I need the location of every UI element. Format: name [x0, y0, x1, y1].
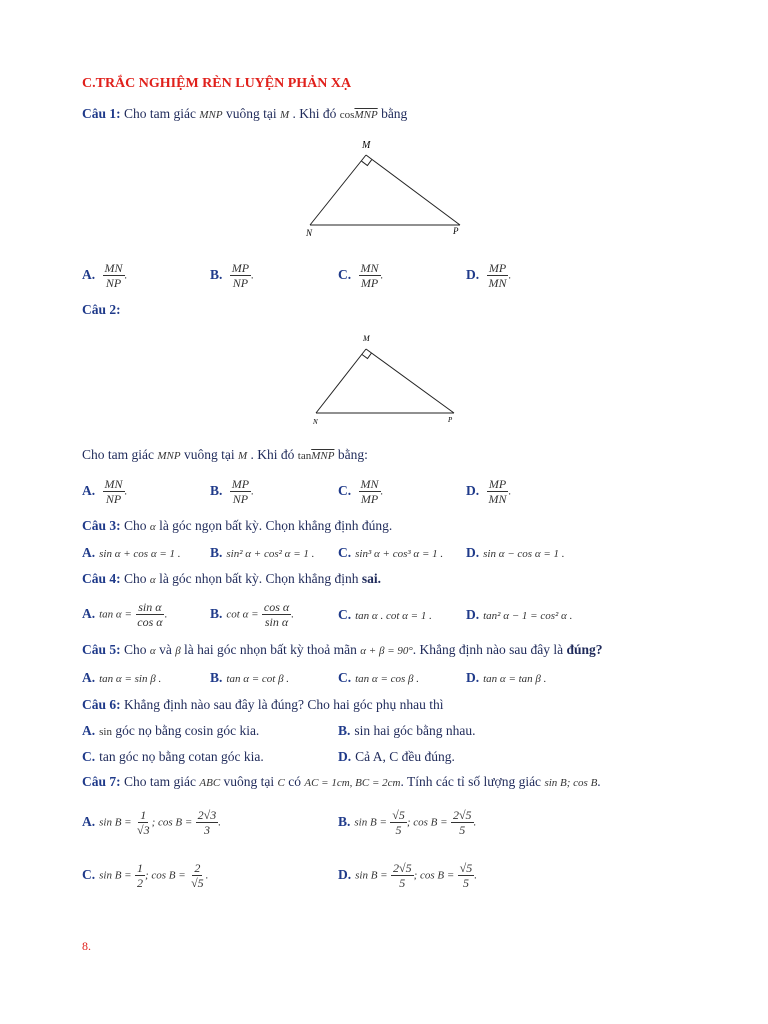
option-a[interactable]: A. sin B = $\frac{1}{√3}$ ; cos B = $\frac{2√3}{3}$ . — [82, 808, 222, 837]
option-letter: A. — [82, 670, 96, 685]
question-label: Câu 4: — [82, 571, 121, 586]
math-vertex: M — [279, 109, 290, 121]
option-expression: sin α + cos α = 1 . — [99, 548, 181, 560]
fraction: $\frac{1}{√3}$ — [136, 808, 150, 837]
option-letter: C. — [338, 670, 352, 685]
vertex-label-p: P — [448, 416, 453, 424]
math-angle: $\overline{MNP}$ — [354, 109, 378, 121]
option-letter: B. — [210, 605, 223, 621]
question-5 — [82, 642, 603, 658]
triangle-side-mp — [366, 155, 460, 225]
option-c[interactable]: C. sin B = $\frac{1}{2}$ ; cos B = $\frac{2}{√5}$ . — [82, 861, 209, 890]
math-alpha: α — [149, 574, 156, 586]
option-d[interactable] — [338, 749, 455, 765]
option-expression: sin α − cos α = 1 . — [483, 548, 565, 560]
option-letter: B. — [338, 723, 351, 738]
question-text: bằng — [381, 106, 408, 121]
question-3 — [82, 518, 392, 534]
option-letter: B. — [210, 482, 223, 498]
question-text: Cho tam giác — [82, 447, 154, 462]
option-b[interactable] — [338, 723, 476, 739]
option-a[interactable] — [82, 545, 181, 561]
option-letter: D. — [466, 607, 480, 622]
question-label: Câu 6: — [82, 697, 121, 712]
question-emphasis: sai. — [361, 571, 382, 586]
option-expression: ; cos B = — [406, 816, 448, 829]
math-condition: α + β = 90° — [360, 645, 413, 657]
math-alpha: α — [149, 645, 156, 657]
option-letter: C. — [338, 607, 352, 622]
option-letter: D. — [466, 670, 480, 685]
option-d[interactable] — [466, 607, 572, 623]
right-angle-mark — [362, 353, 372, 359]
option-letter: D. — [338, 866, 352, 882]
question-text: có — [288, 774, 301, 789]
option-c[interactable] — [338, 670, 419, 686]
question-text: . Khi đó — [292, 106, 337, 121]
question-text: Cho — [124, 518, 147, 533]
option-expression: sin² α + cos² α = 1 . — [226, 548, 315, 560]
question-text: Cho — [124, 642, 147, 657]
math-vertex: M — [237, 450, 248, 462]
fraction: $\frac{2√5}{5}$ — [452, 808, 472, 837]
option-b[interactable]: B. $\frac{MP}{NP}$ . — [210, 261, 254, 290]
option-expression: tan α . cot α = 1 . — [355, 610, 432, 622]
option-a[interactable] — [82, 723, 259, 739]
question-text: và — [159, 642, 172, 657]
math-function: sin — [99, 726, 112, 738]
option-letter: D. — [338, 749, 352, 764]
math-vertex: C — [277, 777, 285, 789]
option-expression: cot α = — [226, 608, 259, 621]
option-b[interactable]: B. $\frac{MP}{NP}$ . — [210, 477, 254, 506]
option-b[interactable] — [210, 670, 289, 686]
option-letter: A. — [82, 605, 96, 621]
math-triangle: MNP — [199, 109, 223, 121]
option-text: sin hai góc bằng nhau. — [354, 723, 476, 738]
question-4 — [82, 571, 381, 587]
fraction: $\frac{MN}{MP}$ — [360, 261, 379, 290]
math-given: AC = 1cm, BC = 2cm — [304, 777, 401, 789]
question-text: là góc ngọn bất kỳ. Chọn khẳng định đúng. — [159, 518, 393, 533]
triangle-figure-1 — [300, 136, 475, 240]
fraction: $\frac{MN}{NP}$ — [104, 261, 123, 290]
option-letter: C. — [338, 545, 352, 560]
option-text: Cả A, C đều đúng. — [355, 749, 455, 764]
option-d[interactable]: D. $\frac{MP}{MN}$ . — [466, 477, 512, 506]
option-expression: tan α = tan β . — [483, 673, 547, 685]
option-c[interactable] — [82, 749, 264, 765]
option-letter: A. — [82, 545, 96, 560]
math-beta: β — [175, 645, 181, 657]
option-a[interactable]: A. $\frac{MN}{NP}$ . — [82, 261, 128, 290]
fraction: $\frac{2}{√5}$ — [191, 861, 204, 890]
option-expression: sin B = — [355, 869, 388, 882]
fraction: $\frac{2√3}{3}$ — [197, 808, 217, 837]
option-b[interactable]: B. sin B = $\frac{√5}{5}$ ; cos B = $\frac{2√5}{5}$ . — [338, 808, 477, 837]
question-text: . Khi đó — [250, 447, 295, 462]
option-letter: A. — [82, 266, 96, 282]
option-letter: D. — [466, 266, 480, 282]
vertex-label-n: N — [313, 418, 318, 426]
option-d[interactable] — [466, 545, 565, 561]
math-triangle: ABC — [199, 777, 221, 789]
option-letter: D. — [466, 482, 480, 498]
question-label: Câu 7: — [82, 774, 121, 789]
question-text: . Tính các tỉ số lượng giác — [400, 774, 542, 789]
fraction: $\frac{MP}{NP}$ — [231, 261, 250, 290]
question-7: Câu 7: Cho tam giác ABC vuông tại C có AC = 1cm, BC = 2cm. Tính các tỉ số lượng giác sin B; cos B. — [82, 774, 601, 789]
option-c[interactable]: C. $\frac{MN}{MP}$ . — [338, 261, 384, 290]
fraction: $\frac{1}{2}$ — [136, 861, 143, 890]
option-expression: sin B = — [354, 816, 387, 829]
option-c[interactable] — [338, 545, 443, 561]
question-label: Câu 1: — [82, 106, 121, 121]
question-label: Câu 2: — [82, 302, 121, 317]
question-text: vuông tại — [225, 106, 277, 121]
option-letter: C. — [338, 482, 352, 498]
triangle-side-mn — [316, 349, 366, 413]
option-expression: tan α = sin β . — [99, 673, 162, 685]
question-emphasis: đúng? — [566, 642, 603, 657]
vertex-label-m: M — [363, 334, 370, 343]
question-1 — [82, 106, 407, 122]
math-triangle: MNP — [157, 450, 181, 462]
question-label: Câu 3: — [82, 518, 121, 533]
fraction: $\frac{2√5}{5}$ — [392, 861, 412, 890]
question-label: Câu 5: — [82, 642, 121, 657]
section-title: C.TRẮC NGHIỆM RÈN LUYỆN PHẢN XẠ — [82, 76, 352, 91]
option-expression: ; cos B = — [151, 816, 193, 829]
fraction: $\frac{MN}{NP}$ — [104, 477, 123, 506]
fraction: $\frac{\text{cos α}}{\text{sin α}}$ — [263, 600, 290, 629]
option-letter: C. — [82, 866, 96, 882]
option-expression: sin³ α + cos³ α = 1 . — [355, 548, 444, 560]
math-function: tan — [297, 450, 312, 462]
question-text: Cho tam giác — [124, 774, 196, 789]
option-letter: B. — [338, 813, 351, 829]
math-ask: sin B; cos B — [544, 777, 598, 789]
option-b[interactable] — [210, 545, 314, 561]
question-text: bằng: — [337, 447, 368, 462]
fraction: $\frac{√5}{5}$ — [392, 808, 405, 837]
math-angle: $\overline{MNP}$ — [311, 450, 335, 462]
fraction: $\frac{MP}{NP}$ — [231, 477, 250, 506]
fraction: $\frac{√5}{5}$ — [459, 861, 473, 890]
question-6 — [82, 697, 443, 713]
fraction: $\frac{MP}{MN}$ — [488, 261, 507, 290]
triangle-side-mn — [310, 155, 366, 225]
option-a[interactable]: A. tan α = $\frac{\text{sin α}}{\text{cos α}}$ . — [82, 600, 168, 629]
option-a[interactable]: A. $\frac{MN}{NP}$ . — [82, 477, 128, 506]
option-expression: ; cos B = — [413, 869, 455, 882]
question-text: vuông tại — [223, 774, 275, 789]
fraction: $\frac{MP}{MN}$ — [488, 477, 507, 506]
option-c[interactable]: C. $\frac{MN}{MP}$ . — [338, 477, 384, 506]
option-letter: A. — [82, 482, 96, 498]
option-text: tan góc nọ bằng cotan góc kia. — [99, 749, 264, 764]
option-text: góc nọ bằng cosin góc kia. — [115, 723, 260, 738]
option-expression: ; cos B = — [144, 869, 186, 882]
fraction: $\frac{MN}{MP}$ — [360, 477, 379, 506]
vertex-label-m: M — [362, 140, 371, 151]
option-letter: B. — [210, 545, 223, 560]
question-2-text — [82, 447, 368, 463]
option-expression: tan² α − 1 = cos² α . — [483, 610, 573, 622]
option-b[interactable]: B. cot α = $\frac{\text{cos α}}{\text{sin α}}$ . — [210, 600, 294, 629]
triangle-side-mp — [366, 349, 454, 413]
option-d[interactable]: D. sin B = $\frac{2√5}{5}$ ; cos B = $\frac{√5}{5}$ . — [338, 861, 478, 890]
question-text: . Khẳng định nào sau đây là — [412, 642, 564, 657]
question-text: Cho tam giác — [124, 106, 196, 121]
vertex-label-n: N — [306, 228, 313, 238]
question-text: Cho — [124, 571, 147, 586]
question-text: vuông tại — [183, 447, 235, 462]
option-expression: tan α = — [99, 608, 132, 621]
option-letter: C. — [82, 749, 96, 764]
option-expression: tan α = cos β . — [355, 673, 420, 685]
math-function: cos — [339, 109, 355, 121]
page-number: 8. — [82, 939, 91, 953]
question-text: là góc nhọn bất kỳ. Chọn khẳng định — [159, 571, 359, 586]
triangle-figure-2 — [305, 330, 465, 430]
option-letter: B. — [210, 266, 223, 282]
fraction: $\frac{\text{sin α}}{\text{cos α}}$ — [137, 600, 163, 629]
option-letter: A. — [82, 723, 96, 738]
option-letter: A. — [82, 813, 96, 829]
option-expression: sin B = — [99, 869, 132, 882]
right-angle-mark — [362, 160, 372, 166]
option-letter: B. — [210, 670, 223, 685]
option-letter: D. — [466, 545, 480, 560]
option-expression: tan α = cot β . — [226, 673, 290, 685]
math-alpha: α — [149, 521, 156, 533]
option-expression: sin B = — [99, 816, 132, 829]
option-c[interactable] — [338, 607, 432, 623]
option-d[interactable] — [466, 670, 546, 686]
option-d[interactable]: D. $\frac{MP}{MN}$ . — [466, 261, 512, 290]
vertex-label-p: P — [453, 226, 459, 236]
question-text: là hai góc nhọn bất kỳ thoả mãn — [184, 642, 357, 657]
option-a[interactable] — [82, 670, 161, 686]
option-letter: C. — [338, 266, 352, 282]
question-text: Khẳng định nào sau đây là đúng? Cho hai góc phụ nhau thì — [124, 697, 444, 712]
